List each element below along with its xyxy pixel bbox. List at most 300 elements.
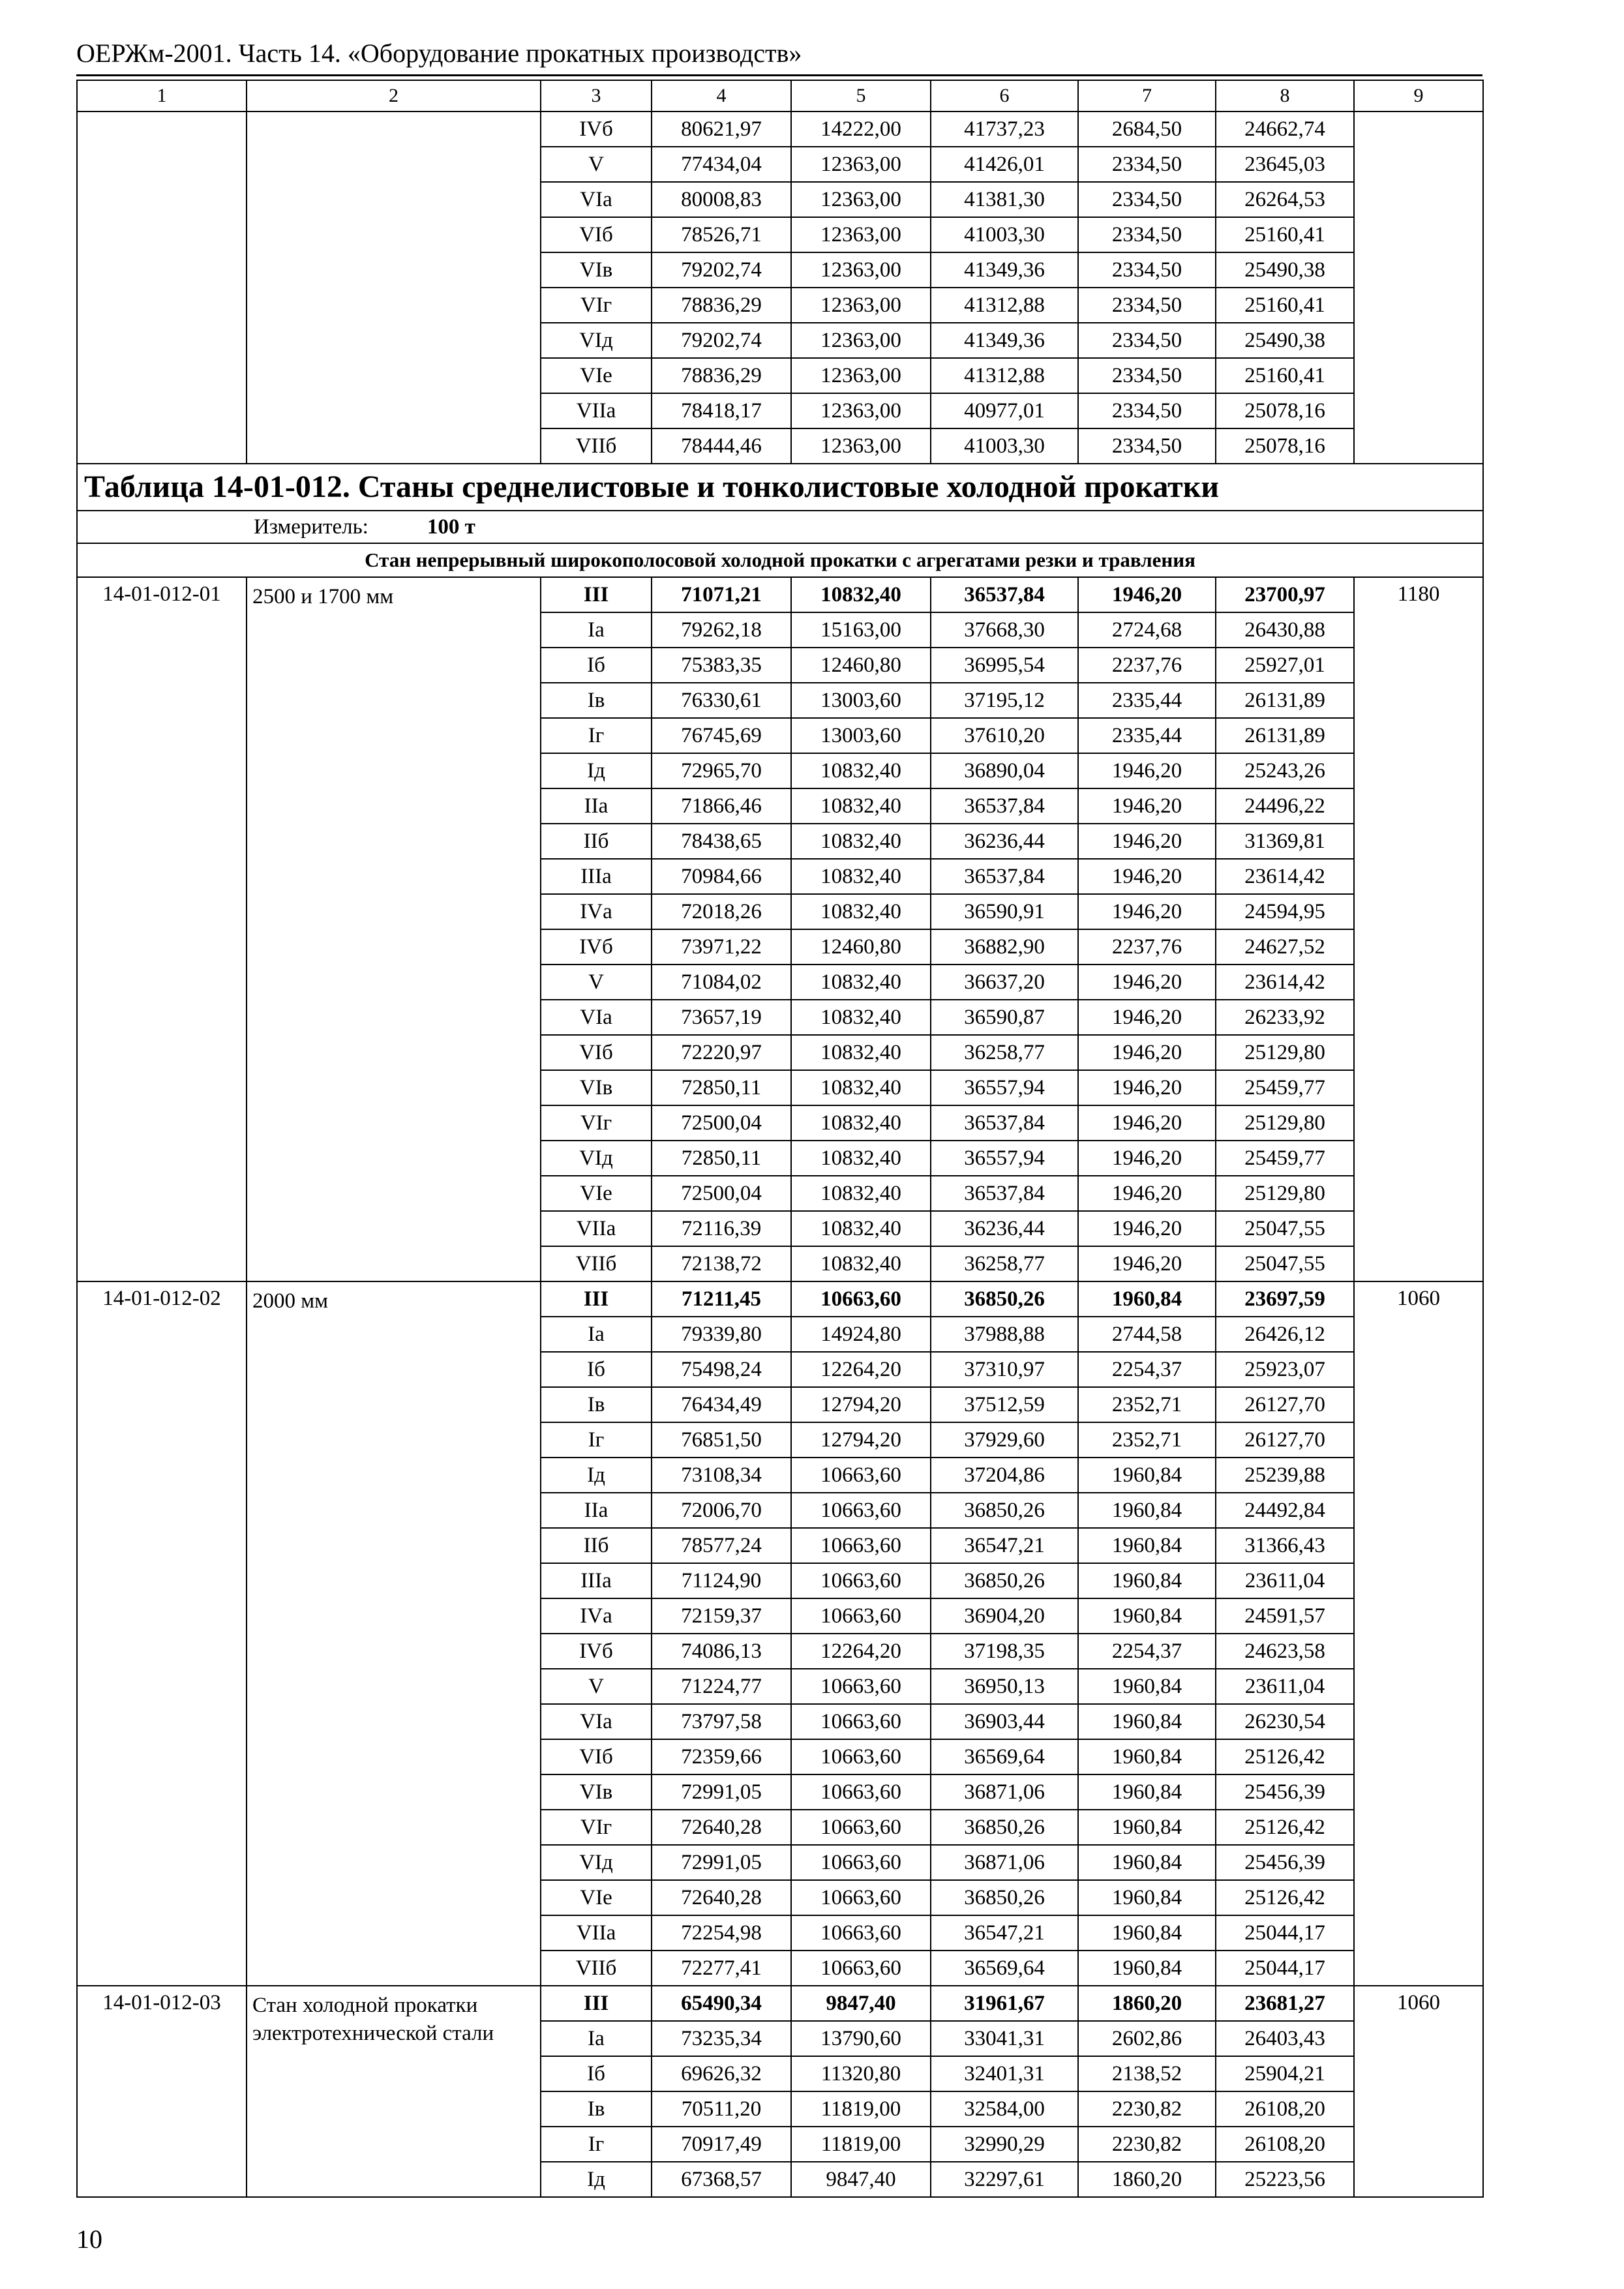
value-cell: 2352,71 <box>1078 1387 1216 1422</box>
value-cell: 10832,40 <box>791 1035 931 1070</box>
value-cell: 13790,60 <box>791 2021 931 2056</box>
value-cell: 10663,60 <box>791 1493 931 1528</box>
value-cell: 12460,80 <box>791 648 931 683</box>
value-cell: 71211,45 <box>652 1281 791 1317</box>
value-cell: 10663,60 <box>791 1528 931 1563</box>
table-row <box>77 577 1483 612</box>
value-cell: 2138,52 <box>1078 2056 1216 2091</box>
value-cell: 10832,40 <box>791 788 931 824</box>
value-cell: 25239,88 <box>1216 1458 1354 1493</box>
zone-cell: Iд <box>541 2162 652 2197</box>
value-cell: 2334,50 <box>1078 428 1216 464</box>
value-cell: 10663,60 <box>791 1669 931 1704</box>
value-cell: 36236,44 <box>931 1211 1078 1246</box>
value-cell: 10663,60 <box>791 1810 931 1845</box>
value-cell: 37310,97 <box>931 1352 1078 1387</box>
zone-cell: Iа <box>541 1317 652 1352</box>
value-cell: 2230,82 <box>1078 2091 1216 2127</box>
value-cell: 10663,60 <box>791 1915 931 1951</box>
column-number: 7 <box>1078 80 1216 112</box>
document-header: ОЕРЖм-2001. Часть 14. «Оборудование прокатных производств» <box>76 38 802 68</box>
value-cell: 25160,41 <box>1216 358 1354 393</box>
value-cell: 2335,44 <box>1078 683 1216 718</box>
value-cell: 41426,01 <box>931 147 1078 182</box>
value-cell: 10832,40 <box>791 1246 931 1281</box>
value-cell: 2230,82 <box>1078 2127 1216 2162</box>
value-cell: 1946,20 <box>1078 1070 1216 1105</box>
zone-cell: VIа <box>541 182 652 217</box>
value-cell: 10663,60 <box>791 1704 931 1739</box>
value-cell: 12794,20 <box>791 1387 931 1422</box>
table-title: Таблица 14-01-012. Станы среднелистовые и тонколистовые холодной прокатки <box>84 469 1220 504</box>
table-title-row <box>77 464 1483 511</box>
value-cell: 41312,88 <box>931 288 1078 323</box>
value-cell: 10832,40 <box>791 894 931 929</box>
table-body <box>77 80 1483 2197</box>
value-cell: 78577,24 <box>652 1528 791 1563</box>
value-cell: 23645,03 <box>1216 147 1354 182</box>
value-cell: 10663,60 <box>791 1598 931 1634</box>
value-cell: 36557,94 <box>931 1070 1078 1105</box>
value-cell: 72500,04 <box>652 1176 791 1211</box>
zone-cell: III <box>541 1986 652 2021</box>
value-cell: 12363,00 <box>791 428 931 464</box>
value-cell: 25044,17 <box>1216 1915 1354 1951</box>
value-cell: 12363,00 <box>791 217 931 252</box>
value-cell: 2334,50 <box>1078 358 1216 393</box>
zone-cell: Iв <box>541 683 652 718</box>
value-cell: 25490,38 <box>1216 323 1354 358</box>
value-cell: 76434,49 <box>652 1387 791 1422</box>
value-cell: 12363,00 <box>791 288 931 323</box>
value-cell: 31369,81 <box>1216 824 1354 859</box>
zone-cell: IVб <box>541 1634 652 1669</box>
value-cell: 37668,30 <box>931 612 1078 648</box>
zone-cell: IIб <box>541 1528 652 1563</box>
value-cell: 69626,32 <box>652 2056 791 2091</box>
value-cell: 36890,04 <box>931 753 1078 788</box>
value-cell: 23614,42 <box>1216 965 1354 1000</box>
value-cell: 71224,77 <box>652 1669 791 1704</box>
value-cell: 12363,00 <box>791 358 931 393</box>
value-cell: 25490,38 <box>1216 252 1354 288</box>
table-title-cell <box>77 464 1483 511</box>
value-cell: 73797,58 <box>652 1704 791 1739</box>
value-cell: 1960,84 <box>1078 1458 1216 1493</box>
value-cell: 79202,74 <box>652 323 791 358</box>
zone-cell: VIб <box>541 1035 652 1070</box>
value-cell: 36537,84 <box>931 788 1078 824</box>
value-cell: 36537,84 <box>931 859 1078 894</box>
value-cell: 79339,80 <box>652 1317 791 1352</box>
norm-cell: 1060 <box>1354 1281 1483 1986</box>
zone-cell: VIIа <box>541 393 652 428</box>
zone-cell: VIIа <box>541 1211 652 1246</box>
zone-cell: Iв <box>541 2091 652 2127</box>
value-cell: 1946,20 <box>1078 824 1216 859</box>
name-cell <box>247 112 541 464</box>
value-cell: 36258,77 <box>931 1035 1078 1070</box>
value-cell: 36903,44 <box>931 1704 1078 1739</box>
value-cell: 2334,50 <box>1078 217 1216 252</box>
value-cell: 72500,04 <box>652 1105 791 1141</box>
value-cell: 10663,60 <box>791 1774 931 1810</box>
column-number: 1 <box>77 80 247 112</box>
value-cell: 25927,01 <box>1216 648 1354 683</box>
value-cell: 37195,12 <box>931 683 1078 718</box>
norm-cell: 1180 <box>1354 577 1483 1281</box>
value-cell: 78444,46 <box>652 428 791 464</box>
value-cell: 24492,84 <box>1216 1493 1354 1528</box>
zone-cell: VIа <box>541 1704 652 1739</box>
value-cell: 1960,84 <box>1078 1845 1216 1880</box>
zone-cell: Iв <box>541 1387 652 1422</box>
value-cell: 10663,60 <box>791 1845 931 1880</box>
value-cell: 36882,90 <box>931 929 1078 965</box>
value-cell: 72359,66 <box>652 1739 791 1774</box>
value-cell: 67368,57 <box>652 2162 791 2197</box>
value-cell: 25126,42 <box>1216 1810 1354 1845</box>
value-cell: 1946,20 <box>1078 753 1216 788</box>
value-cell: 25047,55 <box>1216 1211 1354 1246</box>
value-cell: 72640,28 <box>652 1880 791 1915</box>
value-cell: 71124,90 <box>652 1563 791 1598</box>
code-cell <box>77 112 247 464</box>
value-cell: 75498,24 <box>652 1352 791 1387</box>
value-cell: 70917,49 <box>652 2127 791 2162</box>
zone-cell: IIIа <box>541 859 652 894</box>
value-cell: 26127,70 <box>1216 1422 1354 1458</box>
value-cell: 32990,29 <box>931 2127 1078 2162</box>
value-cell: 9847,40 <box>791 1986 931 2021</box>
value-cell: 37198,35 <box>931 1634 1078 1669</box>
value-cell: 25160,41 <box>1216 288 1354 323</box>
value-cell: 1946,20 <box>1078 1035 1216 1070</box>
value-cell: 72850,11 <box>652 1141 791 1176</box>
value-cell: 2237,76 <box>1078 648 1216 683</box>
value-cell: 12363,00 <box>791 323 931 358</box>
value-cell: 36850,26 <box>931 1493 1078 1528</box>
zone-cell: VIг <box>541 288 652 323</box>
value-cell: 10663,60 <box>791 1880 931 1915</box>
value-cell: 1960,84 <box>1078 1563 1216 1598</box>
value-cell: 10832,40 <box>791 859 931 894</box>
value-cell: 10663,60 <box>791 1458 931 1493</box>
value-cell: 1946,20 <box>1078 859 1216 894</box>
code-cell: 14-01-012-03 <box>77 1986 247 2197</box>
value-cell: 65490,34 <box>652 1986 791 2021</box>
value-cell: 72254,98 <box>652 1915 791 1951</box>
value-cell: 1960,84 <box>1078 1739 1216 1774</box>
rates-table <box>76 80 1484 2198</box>
value-cell: 31961,67 <box>931 1986 1078 2021</box>
value-cell: 23611,04 <box>1216 1669 1354 1704</box>
value-cell: 78836,29 <box>652 288 791 323</box>
value-cell: 25923,07 <box>1216 1352 1354 1387</box>
zone-cell: IVб <box>541 929 652 965</box>
value-cell: 12264,20 <box>791 1352 931 1387</box>
value-cell: 25126,42 <box>1216 1739 1354 1774</box>
value-cell: 26264,53 <box>1216 182 1354 217</box>
zone-cell: VIг <box>541 1105 652 1141</box>
value-cell: 23681,27 <box>1216 1986 1354 2021</box>
value-cell: 1946,20 <box>1078 1176 1216 1211</box>
value-cell: 23697,59 <box>1216 1281 1354 1317</box>
value-cell: 25904,21 <box>1216 2056 1354 2091</box>
value-cell: 36547,21 <box>931 1915 1078 1951</box>
value-cell: 36950,13 <box>931 1669 1078 1704</box>
value-cell: 1960,84 <box>1078 1493 1216 1528</box>
value-cell: 36850,26 <box>931 1880 1078 1915</box>
zone-cell: IIIа <box>541 1563 652 1598</box>
value-cell: 1960,84 <box>1078 1704 1216 1739</box>
table-row <box>77 1986 1483 2021</box>
value-cell: 1960,84 <box>1078 1774 1216 1810</box>
value-cell: 71084,02 <box>652 965 791 1000</box>
value-cell: 73971,22 <box>652 929 791 965</box>
norm-cell: 1060 <box>1354 1986 1483 2197</box>
column-number: 9 <box>1354 80 1483 112</box>
zone-cell: VIе <box>541 358 652 393</box>
value-cell: 1960,84 <box>1078 1951 1216 1986</box>
value-cell: 25044,17 <box>1216 1951 1354 1986</box>
value-cell: 26403,43 <box>1216 2021 1354 2056</box>
value-cell: 72018,26 <box>652 894 791 929</box>
value-cell: 1946,20 <box>1078 1141 1216 1176</box>
value-cell: 2744,58 <box>1078 1317 1216 1352</box>
value-cell: 75383,35 <box>652 648 791 683</box>
value-cell: 12264,20 <box>791 1634 931 1669</box>
value-cell: 41381,30 <box>931 182 1078 217</box>
table-subtitle: Стан непрерывный широкополосовой холодной прокатки с агрегатами резки и травления <box>77 543 1483 577</box>
zone-cell: Iб <box>541 1352 652 1387</box>
zone-cell: III <box>541 577 652 612</box>
zone-cell: Iа <box>541 612 652 648</box>
value-cell: 10663,60 <box>791 1951 931 1986</box>
value-cell: 73235,34 <box>652 2021 791 2056</box>
value-cell: 80008,83 <box>652 182 791 217</box>
value-cell: 36258,77 <box>931 1246 1078 1281</box>
value-cell: 40977,01 <box>931 393 1078 428</box>
zone-cell: VIд <box>541 1141 652 1176</box>
value-cell: 32401,31 <box>931 2056 1078 2091</box>
value-cell: 32584,00 <box>931 2091 1078 2127</box>
value-cell: 36850,26 <box>931 1563 1078 1598</box>
value-cell: 71071,21 <box>652 577 791 612</box>
table-row <box>77 1281 1483 1317</box>
value-cell: 74086,13 <box>652 1634 791 1669</box>
value-cell: 23611,04 <box>1216 1563 1354 1598</box>
value-cell: 2237,76 <box>1078 929 1216 965</box>
value-cell: 13003,60 <box>791 718 931 753</box>
value-cell: 72159,37 <box>652 1598 791 1634</box>
value-cell: 11819,00 <box>791 2127 931 2162</box>
value-cell: 36850,26 <box>931 1810 1078 1845</box>
value-cell: 1960,84 <box>1078 1281 1216 1317</box>
value-cell: 36850,26 <box>931 1281 1078 1317</box>
value-cell: 41349,36 <box>931 323 1078 358</box>
value-cell: 12794,20 <box>791 1422 931 1458</box>
zone-cell: Iб <box>541 648 652 683</box>
value-cell: 76745,69 <box>652 718 791 753</box>
zone-cell: Iг <box>541 2127 652 2162</box>
name-cell: 2000 мм <box>247 1281 541 1986</box>
column-numbers-row <box>77 80 1483 112</box>
value-cell: 1946,20 <box>1078 1105 1216 1141</box>
value-cell: 2334,50 <box>1078 393 1216 428</box>
value-cell: 41312,88 <box>931 358 1078 393</box>
value-cell: 24591,57 <box>1216 1598 1354 1634</box>
value-cell: 13003,60 <box>791 683 931 718</box>
value-cell: 1860,20 <box>1078 1986 1216 2021</box>
value-cell: 41737,23 <box>931 112 1078 147</box>
zone-cell: VIIа <box>541 1915 652 1951</box>
value-cell: 25160,41 <box>1216 217 1354 252</box>
value-cell: 36871,06 <box>931 1845 1078 1880</box>
value-cell: 25047,55 <box>1216 1246 1354 1281</box>
value-cell: 11819,00 <box>791 2091 931 2127</box>
column-number: 5 <box>791 80 931 112</box>
zone-cell: V <box>541 147 652 182</box>
zone-cell: Iг <box>541 718 652 753</box>
value-cell: 10832,40 <box>791 577 931 612</box>
zone-cell: IVа <box>541 894 652 929</box>
zone-cell: IVб <box>541 112 652 147</box>
value-cell: 36590,91 <box>931 894 1078 929</box>
value-cell: 25456,39 <box>1216 1774 1354 1810</box>
value-cell: 10832,40 <box>791 1141 931 1176</box>
value-cell: 26131,89 <box>1216 718 1354 753</box>
zone-cell: VIIб <box>541 1246 652 1281</box>
value-cell: 41349,36 <box>931 252 1078 288</box>
value-cell: 36871,06 <box>931 1774 1078 1810</box>
value-cell: 10832,40 <box>791 1176 931 1211</box>
value-cell: 2334,50 <box>1078 323 1216 358</box>
zone-cell: IIа <box>541 788 652 824</box>
zone-cell: III <box>541 1281 652 1317</box>
value-cell: 1946,20 <box>1078 788 1216 824</box>
value-cell: 11320,80 <box>791 2056 931 2091</box>
value-cell: 2334,50 <box>1078 252 1216 288</box>
value-cell: 10832,40 <box>791 1211 931 1246</box>
norm-cell <box>1354 112 1483 464</box>
value-cell: 36537,84 <box>931 1176 1078 1211</box>
value-cell: 36537,84 <box>931 1105 1078 1141</box>
value-cell: 79202,74 <box>652 252 791 288</box>
value-cell: 10663,60 <box>791 1563 931 1598</box>
value-cell: 1946,20 <box>1078 577 1216 612</box>
zone-cell: VIб <box>541 1739 652 1774</box>
value-cell: 26127,70 <box>1216 1387 1354 1422</box>
value-cell: 36995,54 <box>931 648 1078 683</box>
value-cell: 72991,05 <box>652 1774 791 1810</box>
value-cell: 72277,41 <box>652 1951 791 1986</box>
value-cell: 25243,26 <box>1216 753 1354 788</box>
value-cell: 72640,28 <box>652 1810 791 1845</box>
value-cell: 36637,20 <box>931 965 1078 1000</box>
value-cell: 70984,66 <box>652 859 791 894</box>
value-cell: 80621,97 <box>652 112 791 147</box>
zone-cell: Iд <box>541 1458 652 1493</box>
value-cell: 12363,00 <box>791 182 931 217</box>
value-cell: 10832,40 <box>791 1000 931 1035</box>
zone-cell: V <box>541 1669 652 1704</box>
value-cell: 24594,95 <box>1216 894 1354 929</box>
zone-cell: VIIб <box>541 428 652 464</box>
zone-cell: IVа <box>541 1598 652 1634</box>
code-cell: 14-01-012-02 <box>77 1281 247 1986</box>
value-cell: 37610,20 <box>931 718 1078 753</box>
value-cell: 25456,39 <box>1216 1845 1354 1880</box>
value-cell: 10663,60 <box>791 1739 931 1774</box>
value-cell: 12363,00 <box>791 147 931 182</box>
value-cell: 76851,50 <box>652 1422 791 1458</box>
zone-cell: Iд <box>541 753 652 788</box>
zone-cell: VIг <box>541 1810 652 1845</box>
zone-cell: VIе <box>541 1176 652 1211</box>
value-cell: 1960,84 <box>1078 1880 1216 1915</box>
column-number: 8 <box>1216 80 1354 112</box>
value-cell: 1946,20 <box>1078 965 1216 1000</box>
value-cell: 25459,77 <box>1216 1070 1354 1105</box>
value-cell: 26108,20 <box>1216 2127 1354 2162</box>
value-cell: 72220,97 <box>652 1035 791 1070</box>
value-cell: 1960,84 <box>1078 1669 1216 1704</box>
page-number: 10 <box>76 2224 102 2254</box>
value-cell: 24627,52 <box>1216 929 1354 965</box>
value-cell: 72965,70 <box>652 753 791 788</box>
value-cell: 36236,44 <box>931 824 1078 859</box>
value-cell: 2684,50 <box>1078 112 1216 147</box>
value-cell: 15163,00 <box>791 612 931 648</box>
value-cell: 10832,40 <box>791 1105 931 1141</box>
value-cell: 1960,84 <box>1078 1810 1216 1845</box>
value-cell: 36590,87 <box>931 1000 1078 1035</box>
zone-cell: VIв <box>541 1070 652 1105</box>
value-cell: 79262,18 <box>652 612 791 648</box>
zone-cell: IIа <box>541 1493 652 1528</box>
value-cell: 25129,80 <box>1216 1035 1354 1070</box>
value-cell: 14222,00 <box>791 112 931 147</box>
value-cell: 73108,34 <box>652 1458 791 1493</box>
value-cell: 77434,04 <box>652 147 791 182</box>
zone-cell: VIа <box>541 1000 652 1035</box>
value-cell: 25129,80 <box>1216 1105 1354 1141</box>
value-cell: 36569,64 <box>931 1739 1078 1774</box>
value-cell: 78438,65 <box>652 824 791 859</box>
value-cell: 2254,37 <box>1078 1352 1216 1387</box>
value-cell: 36569,64 <box>931 1951 1078 1986</box>
zone-cell: VIд <box>541 1845 652 1880</box>
column-number: 6 <box>931 80 1078 112</box>
value-cell: 2334,50 <box>1078 182 1216 217</box>
value-cell: 25223,56 <box>1216 2162 1354 2197</box>
value-cell: 26230,54 <box>1216 1704 1354 1739</box>
value-cell: 10832,40 <box>791 753 931 788</box>
value-cell: 10832,40 <box>791 824 931 859</box>
value-cell: 26233,92 <box>1216 1000 1354 1035</box>
value-cell: 37512,59 <box>931 1387 1078 1422</box>
value-cell: 41003,30 <box>931 217 1078 252</box>
column-number: 2 <box>247 80 541 112</box>
value-cell: 1960,84 <box>1078 1598 1216 1634</box>
value-cell: 25126,42 <box>1216 1880 1354 1915</box>
value-cell: 1946,20 <box>1078 1211 1216 1246</box>
code-cell: 14-01-012-01 <box>77 577 247 1281</box>
zone-cell: VIд <box>541 323 652 358</box>
value-cell: 36537,84 <box>931 577 1078 612</box>
subtitle-row <box>77 543 1483 577</box>
